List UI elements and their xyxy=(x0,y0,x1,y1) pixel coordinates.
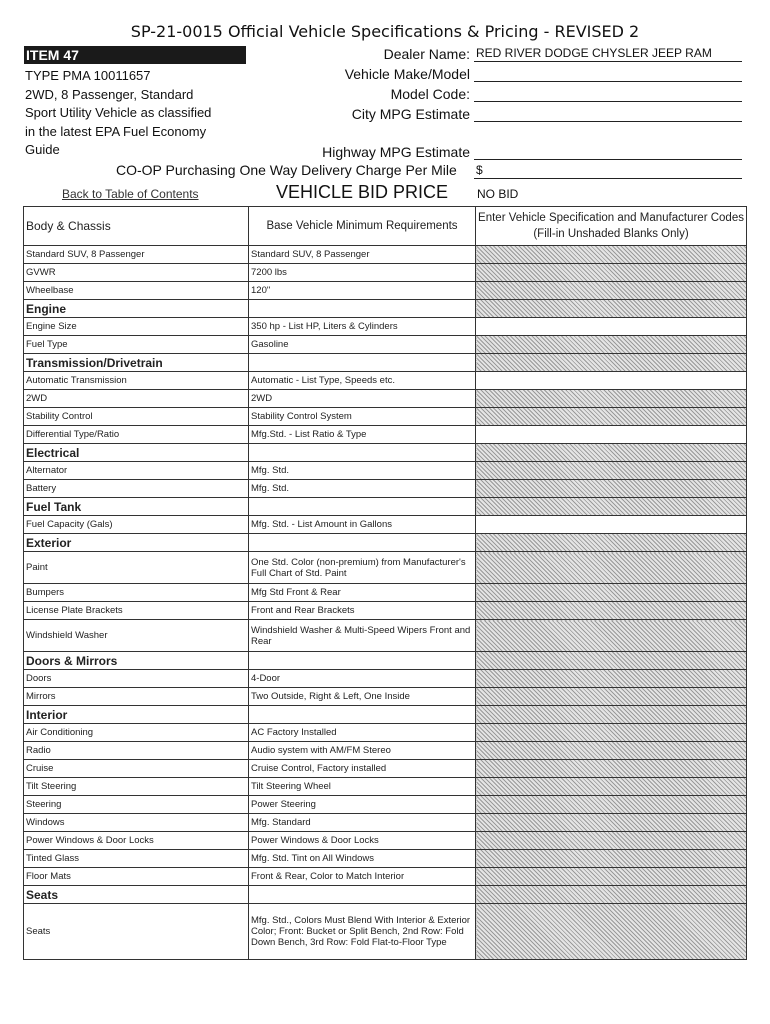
spec-entry-cell[interactable] xyxy=(476,372,747,390)
shaded-spec-cell xyxy=(476,620,747,652)
header-vehicle-specification: Enter Vehicle Specification and Manufacturer Codes (Fill-in Unshaded Blanks Only) xyxy=(476,207,747,246)
base-requirement-cell: 4-Door xyxy=(249,670,476,688)
base-requirement-cell: 2WD xyxy=(249,390,476,408)
spec-item-label: Fuel Type xyxy=(24,336,249,354)
shaded-spec-cell xyxy=(476,760,747,778)
shaded-spec-cell xyxy=(476,814,747,832)
shaded-spec-cell xyxy=(476,480,747,498)
section-header-row xyxy=(24,444,747,462)
table-row xyxy=(24,372,747,390)
spec-item-label: Battery xyxy=(24,480,249,498)
shaded-spec-cell xyxy=(476,602,747,620)
table-row xyxy=(24,904,747,960)
spec-item-label: 2WD xyxy=(24,390,249,408)
vehicle-bid-price-value[interactable]: NO BID xyxy=(477,187,519,201)
shaded-spec-cell xyxy=(476,868,747,886)
spec-item-label: Stability Control xyxy=(24,408,249,426)
base-requirement-cell: Tilt Steering Wheel xyxy=(249,778,476,796)
table-row xyxy=(24,408,747,426)
shaded-spec-cell xyxy=(476,886,747,904)
section-header-row xyxy=(24,886,747,904)
shaded-spec-cell xyxy=(476,778,747,796)
table-row xyxy=(24,688,747,706)
spec-item-label: Standard SUV, 8 Passenger xyxy=(24,246,249,264)
table-row xyxy=(24,670,747,688)
table-row xyxy=(24,868,747,886)
base-requirement-cell: Cruise Control, Factory installed xyxy=(249,760,476,778)
base-requirement-cell: AC Factory Installed xyxy=(249,724,476,742)
shaded-spec-cell xyxy=(476,534,747,552)
highway-mpg-field[interactable] xyxy=(474,143,742,160)
spec-item-label: Engine Size xyxy=(24,318,249,336)
shaded-spec-cell xyxy=(476,246,747,264)
spec-item-label: Paint xyxy=(24,552,249,584)
shaded-spec-cell xyxy=(476,282,747,300)
table-row xyxy=(24,390,747,408)
shaded-spec-cell xyxy=(476,584,747,602)
base-requirement-cell: Mfg. Standard xyxy=(249,814,476,832)
base-requirement-cell: Front & Rear, Color to Match Interior xyxy=(249,868,476,886)
section-header-row xyxy=(24,300,747,318)
shaded-spec-cell xyxy=(476,408,747,426)
section-title: Engine xyxy=(24,300,249,318)
section-title: Exterior xyxy=(24,534,249,552)
section-title: Fuel Tank xyxy=(24,498,249,516)
table-row xyxy=(24,778,747,796)
table-row xyxy=(24,426,747,444)
section-title: Electrical xyxy=(24,444,249,462)
section-header-row xyxy=(24,706,747,724)
shaded-spec-cell xyxy=(476,552,747,584)
page-title: SP-21-0015 Official Vehicle Specifications & Pricing - REVISED 2 xyxy=(130,22,640,41)
base-requirement-cell: Mfg.Std. - List Ratio & Type xyxy=(249,426,476,444)
base-requirement-cell: Mfg. Std. xyxy=(249,462,476,480)
base-requirement-cell: 350 hp - List HP, Liters & Cylinders xyxy=(249,318,476,336)
section-header-row xyxy=(24,498,747,516)
base-requirement-cell xyxy=(249,498,476,516)
shaded-spec-cell xyxy=(476,850,747,868)
model-code-field[interactable] xyxy=(474,85,742,102)
spec-item-label: Radio xyxy=(24,742,249,760)
item-number-bar: ITEM 47 xyxy=(24,46,246,64)
base-requirement-cell: Mfg. Std. - List Amount in Gallons xyxy=(249,516,476,534)
dealer-name-label: Dealer Name: xyxy=(383,46,470,62)
spec-item-label: Air Conditioning xyxy=(24,724,249,742)
spec-item-label: Tinted Glass xyxy=(24,850,249,868)
spec-entry-cell[interactable] xyxy=(476,318,747,336)
base-requirement-cell xyxy=(249,886,476,904)
section-title: Interior xyxy=(24,706,249,724)
shaded-spec-cell xyxy=(476,742,747,760)
shaded-spec-cell xyxy=(476,336,747,354)
info-line: 2WD, 8 Passenger, Standard xyxy=(25,86,194,102)
table-row xyxy=(24,602,747,620)
spec-item-label: Mirrors xyxy=(24,688,249,706)
table-row xyxy=(24,850,747,868)
section-header-row xyxy=(24,534,747,552)
base-requirement-cell: Mfg Std Front & Rear xyxy=(249,584,476,602)
shaded-spec-cell xyxy=(476,724,747,742)
base-requirement-cell: Windshield Washer & Multi-Speed Wipers Front and Rear xyxy=(249,620,476,652)
base-requirement-cell xyxy=(249,354,476,372)
shaded-spec-cell xyxy=(476,462,747,480)
table-row xyxy=(24,282,747,300)
vehicle-make-model-field[interactable] xyxy=(474,65,742,82)
base-requirement-cell: 120" xyxy=(249,282,476,300)
base-requirement-cell: Power Steering xyxy=(249,796,476,814)
table-row xyxy=(24,814,747,832)
delivery-charge-label: CO-OP Purchasing One Way Delivery Charge Per Mile xyxy=(116,162,457,178)
spec-item-label: Cruise xyxy=(24,760,249,778)
spec-item-label: Tilt Steering xyxy=(24,778,249,796)
base-requirement-cell: Stability Control System xyxy=(249,408,476,426)
spec-item-label: Alternator xyxy=(24,462,249,480)
shaded-spec-cell xyxy=(476,300,747,318)
spec-item-label: Automatic Transmission xyxy=(24,372,249,390)
table-row xyxy=(24,480,747,498)
table-row xyxy=(24,832,747,850)
spec-entry-cell[interactable] xyxy=(476,426,747,444)
vehicle-make-model-label: Vehicle Make/Model xyxy=(344,66,470,82)
spec-item-label: Bumpers xyxy=(24,584,249,602)
shaded-spec-cell xyxy=(476,796,747,814)
table-row xyxy=(24,552,747,584)
header-base-requirements: Base Vehicle Minimum Requirements xyxy=(249,207,476,246)
spec-item-label: Windshield Washer xyxy=(24,620,249,652)
spec-item-label: License Plate Brackets xyxy=(24,602,249,620)
base-requirement-cell: One Std. Color (non-premium) from Manufacturer's Full Chart of Std. Paint xyxy=(249,552,476,584)
base-requirement-cell: Mfg. Std. Tint on All Windows xyxy=(249,850,476,868)
table-row xyxy=(24,318,747,336)
city-mpg-label: City MPG Estimate xyxy=(351,106,470,122)
shaded-spec-cell xyxy=(476,652,747,670)
shaded-spec-cell xyxy=(476,354,747,372)
section-title: Doors & Mirrors xyxy=(24,652,249,670)
base-requirement-cell xyxy=(249,300,476,318)
spec-item-label: Power Windows & Door Locks xyxy=(24,832,249,850)
table-row xyxy=(24,264,747,282)
base-requirement-cell: Two Outside, Right & Left, One Inside xyxy=(249,688,476,706)
shaded-spec-cell xyxy=(476,832,747,850)
table-row xyxy=(24,742,747,760)
info-line: Guide xyxy=(25,142,60,157)
shaded-spec-cell xyxy=(476,670,747,688)
base-requirement-cell xyxy=(249,534,476,552)
base-requirement-cell: Mfg. Std., Colors Must Blend With Interior & Exterior Color; Front: Bucket or Split Bench, 2nd Row: Fold Down Bench, 3rd Row: Fold Flat-to-Floor Type xyxy=(249,904,476,960)
base-requirement-cell xyxy=(249,706,476,724)
section-header-row xyxy=(24,652,747,670)
table-header-row xyxy=(24,207,747,246)
spec-item-label: Floor Mats xyxy=(24,868,249,886)
base-requirement-cell: 7200 lbs xyxy=(249,264,476,282)
table-row xyxy=(24,246,747,264)
base-requirement-cell: Standard SUV, 8 Passenger xyxy=(249,246,476,264)
shaded-spec-cell xyxy=(476,706,747,724)
spec-item-label: Steering xyxy=(24,796,249,814)
base-requirement-cell: Mfg. Std. xyxy=(249,480,476,498)
highway-mpg-label: Highway MPG Estimate xyxy=(322,144,470,160)
spec-item-label: Windows xyxy=(24,814,249,832)
spec-item-label: Doors xyxy=(24,670,249,688)
base-requirement-cell xyxy=(249,652,476,670)
shaded-spec-cell xyxy=(476,444,747,462)
table-row xyxy=(24,584,747,602)
table-row xyxy=(24,516,747,534)
model-code-label: Model Code: xyxy=(390,86,470,102)
section-title: Seats xyxy=(24,886,249,904)
spec-item-label: Seats xyxy=(24,904,249,960)
base-requirement-cell xyxy=(249,444,476,462)
base-requirement-cell: Power Windows & Door Locks xyxy=(249,832,476,850)
section-title: Transmission/Drivetrain xyxy=(24,354,249,372)
back-to-contents-link[interactable]: Back to Table of Contents xyxy=(62,187,199,201)
dealer-name-field[interactable]: RED RIVER DODGE CHYSLER JEEP RAM xyxy=(474,45,742,62)
base-requirement-cell: Audio system with AM/FM Stereo xyxy=(249,742,476,760)
shaded-spec-cell xyxy=(476,390,747,408)
base-requirement-cell: Front and Rear Brackets xyxy=(249,602,476,620)
spec-item-label: GVWR xyxy=(24,264,249,282)
vehicle-bid-price-label: VEHICLE BID PRICE xyxy=(276,182,449,202)
section-header-row xyxy=(24,354,747,372)
spec-item-label: Wheelbase xyxy=(24,282,249,300)
table-row xyxy=(24,796,747,814)
city-mpg-field[interactable] xyxy=(474,105,742,122)
spec-entry-cell[interactable] xyxy=(476,516,747,534)
table-row xyxy=(24,462,747,480)
base-requirement-cell: Gasoline xyxy=(249,336,476,354)
table-row xyxy=(24,620,747,652)
info-line: TYPE PMA 10011657 xyxy=(25,68,151,83)
spec-table xyxy=(23,206,747,960)
header-body-chassis: Body & Chassis xyxy=(24,207,249,246)
shaded-spec-cell xyxy=(476,904,747,960)
base-requirement-cell: Automatic - List Type, Speeds etc. xyxy=(249,372,476,390)
table-row xyxy=(24,336,747,354)
shaded-spec-cell xyxy=(476,498,747,516)
shaded-spec-cell xyxy=(476,688,747,706)
shaded-spec-cell xyxy=(476,264,747,282)
table-row xyxy=(24,724,747,742)
table-row xyxy=(24,760,747,778)
spec-item-label: Differential Type/Ratio xyxy=(24,426,249,444)
info-line: Sport Utility Vehicle as classified xyxy=(25,105,212,120)
spec-item-label: Fuel Capacity (Gals) xyxy=(24,516,249,534)
delivery-charge-field[interactable]: $ xyxy=(474,162,742,179)
info-line: in the latest EPA Fuel Economy xyxy=(25,123,207,139)
